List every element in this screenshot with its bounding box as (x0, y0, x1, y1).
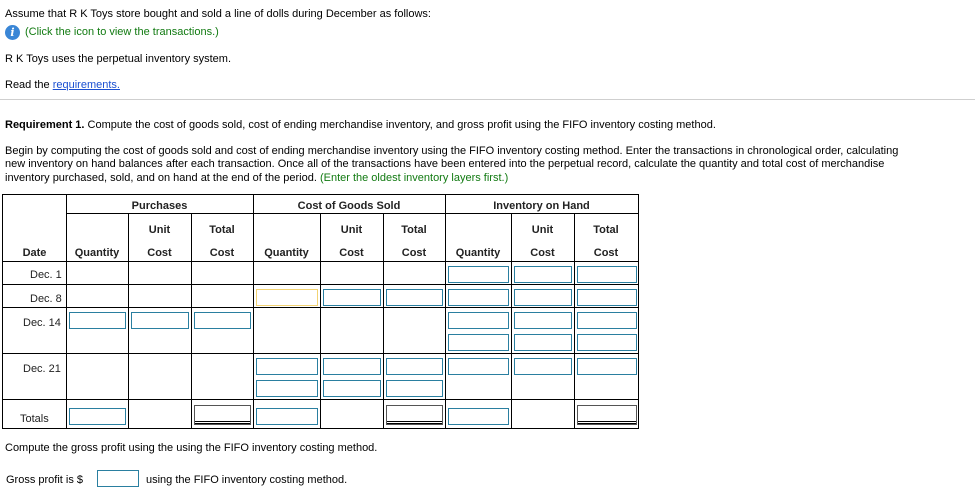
info-icon[interactable]: i (5, 25, 20, 40)
dec21-inv-quantity[interactable] (448, 358, 509, 375)
hdr-unit: Unit (148, 224, 171, 236)
col-line (445, 195, 446, 428)
hdr-date: Date (22, 247, 47, 259)
dec21-inv-total-cost[interactable] (577, 358, 637, 375)
gross-profit-suffix: using the FIFO inventory costing method. (146, 474, 348, 486)
instructions-green: (Enter the oldest inventory layers first.) (316, 172, 509, 184)
col-line (383, 213, 384, 428)
requirement-label: Requirement 1. (5, 119, 85, 131)
intro-line-1: Assume that R K Toys store bought and sold a line of dolls during December as follows: (5, 8, 431, 20)
dec1-inv-quantity[interactable] (448, 266, 509, 283)
row-line (3, 284, 638, 285)
col-line (320, 213, 321, 428)
row-date-dec-8: Dec. 8 (30, 293, 62, 305)
dec8-inv-total-cost[interactable] (577, 289, 637, 306)
dec14-purchase-unit-cost[interactable] (131, 312, 189, 329)
totals-purchase-double-rule (195, 421, 250, 424)
col-line (66, 195, 67, 428)
totals-cogs-quantity[interactable] (256, 408, 318, 425)
row-line (3, 399, 638, 400)
col-line (253, 195, 254, 428)
col-line (128, 213, 129, 428)
totals-cogs-double-rule (387, 421, 442, 424)
hdr-cost: Cost (339, 247, 364, 259)
row-line (3, 261, 638, 262)
row-date-dec-14: Dec. 14 (23, 317, 61, 329)
dec21-cogs-quantity-2[interactable] (256, 380, 318, 397)
instructions-line-3 (5, 172, 508, 184)
requirement-text: Compute the cost of goods sold, cost of ending merchandise inventory, and gross profit using the FIFO inventory costing method. (84, 119, 716, 131)
dec21-cogs-unit-cost-1[interactable] (323, 358, 381, 375)
hdr-quantity: Quantity (74, 247, 120, 259)
dec14-inv-quantity-1[interactable] (448, 312, 509, 329)
row-date-dec-21: Dec. 21 (23, 363, 61, 375)
col-line (511, 213, 512, 428)
dec8-cogs-quantity[interactable] (256, 289, 318, 306)
hdr-unit: Unit (340, 224, 363, 236)
row-line (66, 213, 638, 214)
dec21-inv-unit-cost[interactable] (514, 358, 572, 375)
row-line (3, 307, 638, 308)
row-date-dec-1: Dec. 1 (30, 269, 62, 281)
dec8-inv-unit-cost[interactable] (514, 289, 572, 306)
dec14-purchase-total-cost[interactable] (194, 312, 251, 329)
col-line (574, 213, 575, 428)
hdr-cost: Cost (209, 247, 235, 259)
dec21-cogs-unit-cost-2[interactable] (323, 380, 381, 397)
dec14-purchase-quantity[interactable] (69, 312, 126, 329)
dec8-cogs-unit-cost[interactable] (323, 289, 381, 306)
hdr-cost: Cost (593, 247, 619, 259)
dec8-cogs-total-cost[interactable] (386, 289, 443, 306)
instructions-line-2: new inventory on hand balances after each transaction. Once all of the transactions have been entered into the perpetual record, calculate the quantity and total cost of merchandise (5, 158, 885, 170)
read-requirements (5, 79, 120, 91)
dec1-inv-unit-cost[interactable] (514, 266, 572, 283)
col-line (191, 213, 192, 428)
hdr-total: Total (401, 224, 427, 236)
hdr-quantity: Quantity (264, 247, 309, 259)
view-transactions-link[interactable]: (Click the icon to view the transactions.) (25, 26, 219, 38)
requirement-heading (5, 119, 716, 131)
instructions-text-3: inventory purchased, sold, and on hand at the end of the period. (5, 172, 317, 184)
instructions-line-1: Begin by computing the cost of goods sold and cost of ending merchandise inventory using the FIFO inventory costing method. Enter the transactions in chronological order, calculating (5, 145, 899, 157)
dec21-cogs-quantity-1[interactable] (256, 358, 318, 375)
gross-profit-prefix: Gross profit is $ (6, 474, 84, 486)
dec14-inv-total-cost-1[interactable] (577, 312, 637, 329)
totals-purchase-quantity[interactable] (69, 408, 126, 425)
dec21-cogs-total-cost-2[interactable] (386, 380, 443, 397)
hdr-quantity: Quantity (455, 247, 501, 259)
requirements-link[interactable]: requirements. (52, 79, 120, 91)
totals-label: Totals (20, 413, 49, 425)
hdr-unit: Unit (531, 224, 554, 236)
group-inventory: Inventory on Hand (493, 200, 590, 212)
gross-profit-input[interactable] (97, 470, 139, 487)
hdr-cost: Cost (401, 247, 427, 259)
totals-inv-quantity[interactable] (448, 408, 509, 425)
compute-gross-profit-text: Compute the gross profit using the using the FIFO inventory costing method. (5, 442, 378, 454)
hdr-total: Total (209, 224, 235, 236)
read-prefix: Read the (5, 79, 53, 91)
divider (0, 99, 975, 100)
group-cogs: Cost of Goods Sold (297, 200, 401, 212)
dec8-inv-quantity[interactable] (448, 289, 509, 306)
dec21-cogs-total-cost-1[interactable] (386, 358, 443, 375)
dec14-inv-unit-cost-1[interactable] (514, 312, 572, 329)
dec14-inv-total-cost-2[interactable] (577, 334, 637, 351)
hdr-total: Total (593, 224, 619, 236)
hdr-cost: Cost (530, 247, 555, 259)
dec1-inv-total-cost[interactable] (577, 266, 637, 283)
dec14-inv-unit-cost-2[interactable] (514, 334, 572, 351)
totals-inv-double-rule (578, 421, 636, 424)
dec14-inv-quantity-2[interactable] (448, 334, 509, 351)
row-line (3, 353, 638, 354)
hdr-cost: Cost (147, 247, 172, 259)
intro-line-3: R K Toys uses the perpetual inventory system. (5, 53, 232, 65)
group-purchases: Purchases (131, 200, 188, 212)
fifo-perpetual-table (2, 194, 639, 429)
